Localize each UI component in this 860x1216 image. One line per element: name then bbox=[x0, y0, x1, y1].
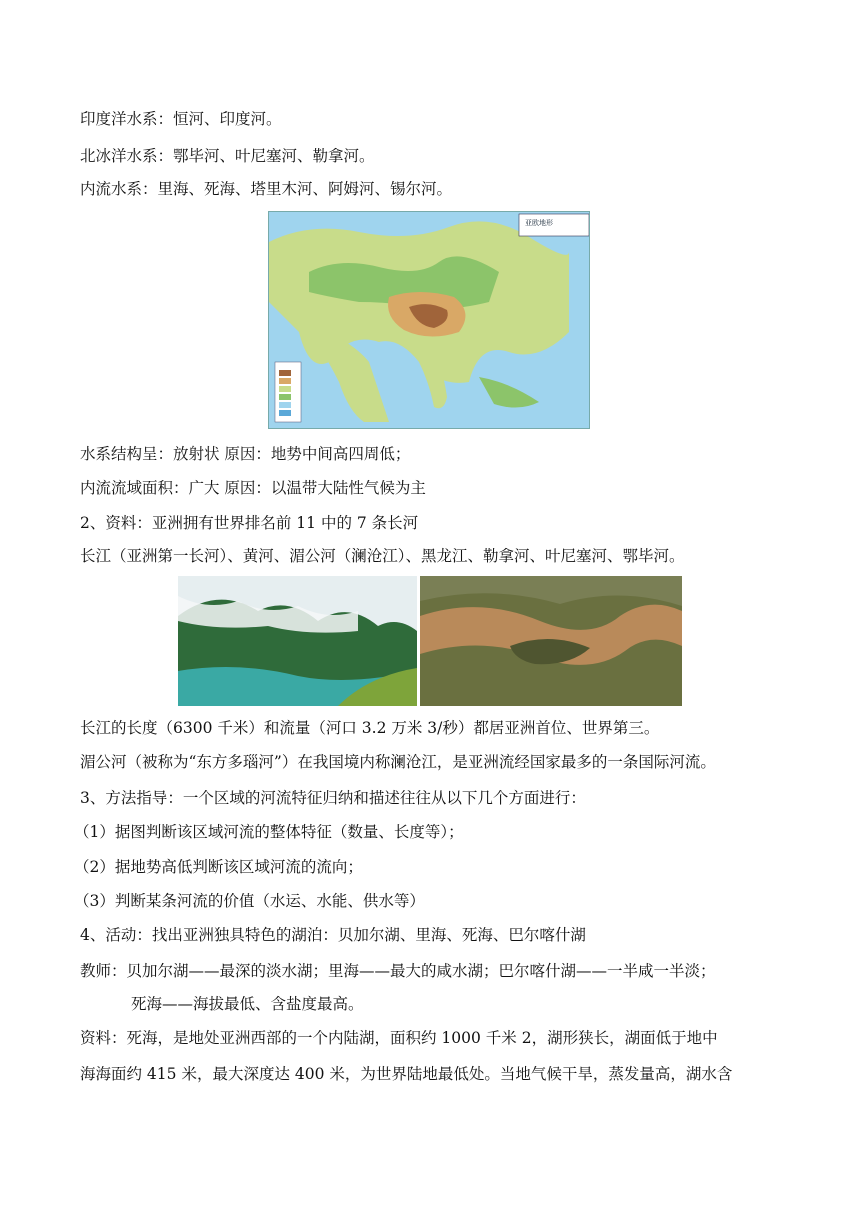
text-line: 长江（亚洲第一长河）、黄河、湄公河（澜沧江）、黑龙江、勒拿河、叶尼塞河、鄂毕河。 bbox=[80, 547, 685, 565]
text-line: 教师：贝加尔湖——最深的淡水湖；里海——最大的咸水湖；巴尔喀什湖——一半咸一半淡； bbox=[80, 962, 716, 980]
text-line: 内流水系：里海、死海、塔里木河、阿姆河、锡尔河。 bbox=[80, 180, 453, 198]
text-line: 水系结构呈：放射状 原因：地势中间高四周低； bbox=[80, 445, 411, 463]
text-line: 湄公河（被称为“东方多瑙河”）在我国境内称澜沧江，是亚洲流经国家最多的一条国际河流。 bbox=[80, 753, 716, 771]
text-line: （3）判断某条河流的价值（水运、水能、供水等） bbox=[74, 892, 425, 910]
text-line: 印度洋水系：恒河、印度河。 bbox=[80, 110, 282, 128]
text-line: 3、方法指导：一个区域的河流特征归纳和描述往往从以下几个方面进行： bbox=[80, 789, 586, 807]
text-line: 死海——海拔最低、含盐度最高。 bbox=[131, 995, 364, 1013]
text-line: （1）据图判断该区域河流的整体特征（数量、长度等）； bbox=[74, 823, 464, 841]
text-line: 长江的长度（6300 千米）和流量（河口 3.2 万米 3/秒）都居亚洲首位、世界第三。 bbox=[80, 719, 660, 737]
text-line: 海海面约 415 米，最大深度达 400 米，为世界陆地最低处。当地气候干旱，蒸发量高，湖水含 bbox=[80, 1065, 733, 1083]
yangtze-gorge-photo bbox=[178, 576, 417, 706]
text-line: 资料：死海，是地处亚洲西部的一个内陆湖，面积约 1000 千米 2，湖形狭长，湖面低于地中 bbox=[80, 1029, 718, 1047]
asia-europe-terrain-map bbox=[268, 211, 590, 429]
map-title: 亚欧地形 bbox=[525, 219, 553, 227]
text-line: 4、活动：找出亚洲独具特色的湖泊：贝加尔湖、里海、死海、巴尔喀什湖 bbox=[80, 926, 586, 944]
text-line: 北冰洋水系：鄂毕河、叶尼塞河、勒拿河。 bbox=[80, 147, 375, 165]
text-line: 2、资料：亚洲拥有世界排名前 11 中的 7 条长河 bbox=[80, 514, 419, 532]
text-line: （2）据地势高低判断该区域河流的流向； bbox=[74, 858, 363, 876]
yellow-river-bend-photo bbox=[420, 576, 682, 706]
text-line: 内流流域面积：广大 原因：以温带大陆性气候为主 bbox=[80, 479, 426, 497]
